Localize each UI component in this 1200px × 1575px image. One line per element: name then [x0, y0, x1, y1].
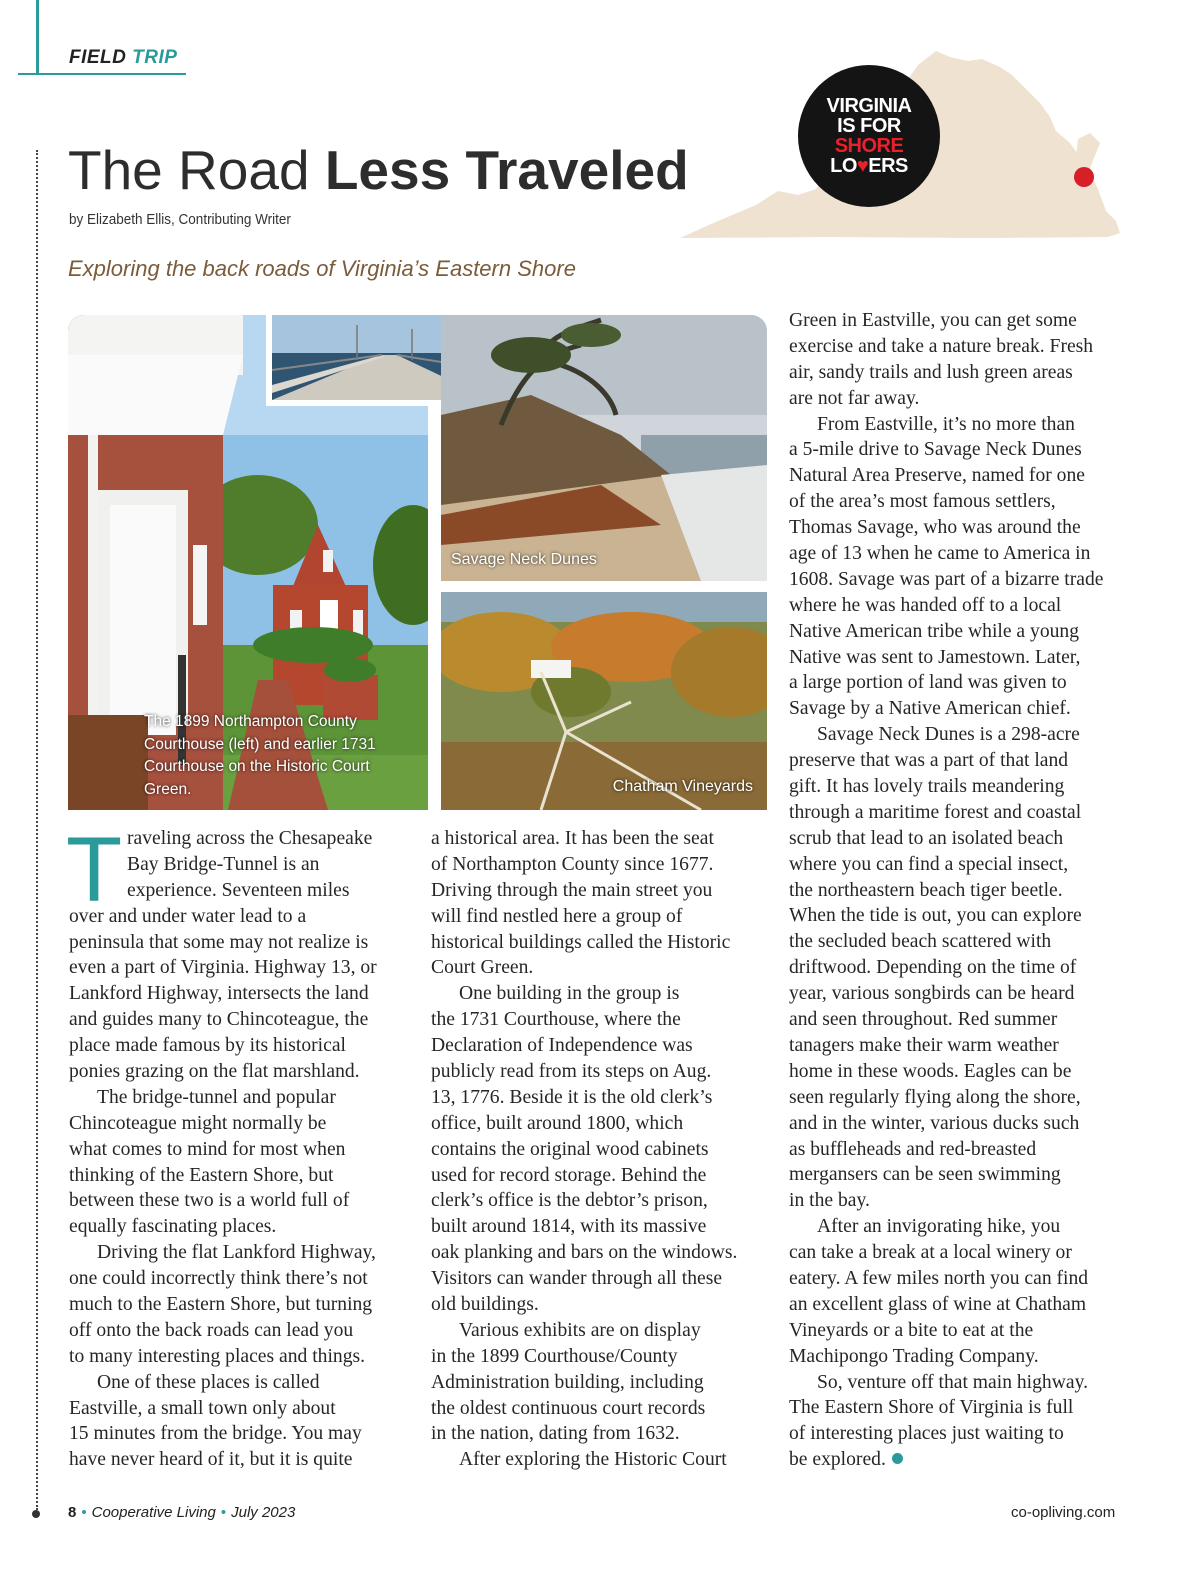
body-line: mergansers can be seen swimming: [789, 1164, 1061, 1186]
body-line: and seen throughout. Red summer: [789, 1009, 1058, 1031]
body-line: age of 13 when he came to America in: [789, 543, 1091, 565]
body-line: Driving through the main street you: [431, 879, 713, 901]
section-tab-underline: [18, 73, 186, 75]
logo-line-4: [798, 156, 940, 176]
virginia-is-for-shore-lovers-logo: [798, 65, 940, 207]
body-line: Visitors can wander through all these: [431, 1268, 723, 1290]
section-tab-word-1: FIELD: [69, 47, 127, 68]
body-line: an excellent glass of wine at Chatham: [789, 1293, 1087, 1315]
body-line: of interesting places just waiting to: [789, 1423, 1064, 1445]
body-line: Court Green.: [431, 957, 534, 979]
body-line: Vineyards or a bite to eat at the: [789, 1319, 1034, 1341]
body-line: office, built around 1800, which: [431, 1112, 684, 1134]
body-line: off onto the back roads can lead you: [69, 1319, 354, 1341]
body-line: Native American tribe while a young: [789, 620, 1080, 642]
body-line: the secluded beach scattered with: [789, 931, 1052, 953]
footer-separator: •: [81, 1504, 87, 1521]
body-line: Various exhibits are on display: [459, 1319, 701, 1341]
body-line: equally fascinating places.: [69, 1216, 277, 1238]
body-line-last: [789, 1447, 1103, 1473]
body-line: Eastville, a small town only about: [69, 1397, 336, 1419]
body-line: in the bay.: [789, 1190, 870, 1212]
title-bold: Less Traveled: [324, 139, 689, 201]
chatham-vineyards-photo: [441, 592, 767, 810]
courthouse-caption: The 1899 Northampton County Courthouse (left) and earlier 1731 Courthouse on the Historic Court Green.: [144, 713, 376, 798]
body-line: gift. It has lovely trails meandering: [789, 776, 1065, 798]
body-line: driftwood. Depending on the time of: [789, 957, 1077, 979]
body-line: 13, 1776. Beside it is the old clerk’s: [431, 1086, 713, 1108]
body-line: 1608. Savage was part of a bizarre trade: [789, 568, 1104, 590]
body-line: raveling across the Chesapeake: [127, 828, 373, 849]
section-tab-bar: [36, 0, 39, 75]
body-line: The Eastern Shore of Virginia is full: [789, 1397, 1074, 1419]
body-line: a 5-mile drive to Savage Neck Dunes: [789, 439, 1082, 461]
body-line: to many interesting places and things.: [69, 1345, 366, 1367]
body-line: Savage by a Native American chief.: [789, 698, 1071, 720]
body-line: home in these woods. Eagles can be: [789, 1060, 1072, 1082]
body-line: One of these places is called: [97, 1371, 320, 1393]
body-line: what comes to mind for most when: [69, 1138, 346, 1160]
body-line: Savage Neck Dunes is a 298-acre: [817, 724, 1080, 746]
body-line: where you can find a special insect,: [789, 853, 1069, 875]
body-line: even a part of Virginia. Highway 13, or: [69, 957, 377, 979]
body-line: much to the Eastern Shore, but turning: [69, 1294, 373, 1316]
body-line: preserve that was a part of that land: [789, 750, 1069, 772]
body-line: in the nation, dating from 1632.: [431, 1423, 680, 1445]
body-line: peninsula that some may not realize is: [69, 931, 369, 953]
article-subtitle: Exploring the back roads of Virginia’s Eastern Shore: [68, 256, 576, 281]
body-line: Lankford Highway, intersects the land: [69, 983, 369, 1005]
body-line: From Eastville, it’s no more than: [817, 413, 1075, 435]
body-line: of Northampton County since 1677.: [431, 853, 714, 875]
margin-rule-dot: [32, 1510, 40, 1518]
footer-folio: [68, 1504, 295, 1521]
article-title: [68, 138, 689, 202]
logo-line-3: SHORE: [834, 135, 904, 157]
heart-icon: ♥: [856, 155, 869, 177]
body-line: eatery. A few miles north you can find: [789, 1267, 1089, 1289]
byline: by Elizabeth Ellis, Contributing Writer: [69, 211, 291, 228]
body-line: The bridge-tunnel and popular: [97, 1086, 336, 1108]
vineyards-caption: Chatham Vineyards: [612, 778, 753, 795]
body-line: one could incorrectly think there’s not: [69, 1268, 368, 1290]
body-line: old buildings.: [431, 1294, 539, 1316]
body-line: clerk’s office is the debtor’s prison,: [431, 1190, 708, 1212]
dunes-caption: Savage Neck Dunes: [451, 551, 597, 568]
body-line: thinking of the Eastern Shore, but: [69, 1164, 334, 1186]
body-line: Declaration of Independence was: [431, 1035, 693, 1057]
footer-website: co-opliving.com: [1011, 1504, 1116, 1521]
body-line: exercise and take a nature break. Fresh: [789, 335, 1094, 357]
body-line-last-text: be explored.: [789, 1449, 886, 1471]
savage-neck-dunes-photo: [441, 315, 767, 581]
body-line: Natural Area Preserve, named for one: [789, 465, 1085, 487]
section-tab-word-2: TRIP: [132, 47, 178, 68]
body-line: historical buildings called the Historic: [431, 931, 731, 953]
end-mark-icon: [892, 1453, 903, 1464]
body-line: the oldest continuous court records: [431, 1397, 706, 1419]
body-line: are not far away.: [789, 387, 920, 409]
body-line: air, sandy trails and lush green areas: [789, 361, 1073, 383]
body-line: After exploring the Historic Court: [459, 1449, 727, 1471]
body-column-2: [431, 826, 737, 1473]
body-line: will find nestled here a group of: [431, 905, 683, 927]
body-line: and guides many to Chincoteague, the: [69, 1009, 369, 1031]
body-line: in the 1899 Courthouse/County: [431, 1345, 678, 1367]
body-line: 15 minutes from the bridge. You may: [69, 1423, 362, 1445]
body-line: seen regularly flying along the shore,: [789, 1086, 1081, 1108]
page-number: 8: [68, 1504, 77, 1521]
body-line: Chincoteague might normally be: [69, 1112, 327, 1134]
body-line: through a maritime forest and coastal: [789, 801, 1082, 823]
map-location-pin: [1074, 167, 1094, 187]
body-line: Native was sent to Jamestown. Later,: [789, 646, 1081, 668]
body-line: used for record storage. Behind the: [431, 1164, 707, 1186]
body-line: Driving the flat Lankford Highway,: [97, 1242, 376, 1264]
logo-line-2: IS FOR: [837, 115, 901, 137]
drop-cap: T: [66, 819, 123, 921]
dotted-margin-rule: [36, 150, 38, 1510]
body-line: can take a break at a local winery or: [789, 1242, 1072, 1264]
body-line: Green in Eastville, you can get some: [789, 310, 1077, 331]
section-tab: [69, 47, 177, 69]
body-line: One building in the group is: [459, 983, 680, 1005]
logo-line-1: VIRGINIA: [826, 95, 912, 117]
body-line: a large portion of land was given to: [789, 672, 1067, 694]
body-line: built around 1814, with its massive: [431, 1216, 707, 1238]
footer-separator: •: [220, 1504, 227, 1521]
body-line: the northeastern beach tiger beetle.: [789, 879, 1063, 901]
body-column-1: [66, 819, 377, 1473]
body-line: have never heard of it, but it is quite: [69, 1449, 353, 1471]
body-line: experience. Seventeen miles: [127, 879, 350, 901]
body-line: publicly read from its steps on Aug.: [431, 1061, 712, 1083]
logo-lo: LO: [830, 155, 857, 177]
body-line: So, venture off that main highway.: [817, 1371, 1088, 1393]
body-line: of the area’s most famous settlers,: [789, 491, 1056, 513]
body-line: oak planking and bars on the windows.: [431, 1242, 738, 1264]
body-line: ponies grazing on the flat marshland.: [69, 1061, 360, 1083]
issue-date: July 2023: [231, 1504, 296, 1521]
body-line: After an invigorating hike, you: [817, 1216, 1061, 1238]
body-line: Administration building, including: [431, 1371, 704, 1393]
body-line: between these two is a world full of: [69, 1190, 350, 1212]
body-line: Bay Bridge-Tunnel is an: [127, 853, 320, 875]
publication-name: Cooperative Living: [91, 1504, 216, 1521]
body-line: the 1731 Courthouse, where the: [431, 1009, 681, 1031]
body-column-3: [789, 308, 1103, 1473]
body-line: Thomas Savage, who was around the: [789, 517, 1081, 539]
body-line: and in the winter, various ducks such: [789, 1112, 1080, 1134]
logo-ers: ERS: [868, 155, 908, 177]
body-line: Machipongo Trading Company.: [789, 1345, 1039, 1367]
body-line: place made famous by its historical: [69, 1035, 346, 1057]
body-line: When the tide is out, you can explore: [789, 905, 1082, 927]
body-line: where he was handed off to a local: [789, 594, 1062, 616]
body-line: over and under water lead to a: [69, 905, 307, 927]
body-line: a historical area. It has been the seat: [431, 828, 714, 849]
body-line: year, various songbirds can be heard: [789, 983, 1075, 1005]
body-line: scrub that lead to an isolated beach: [789, 827, 1064, 849]
body-line: tanagers make their warm weather: [789, 1034, 1059, 1056]
body-line: contains the original wood cabinets: [431, 1138, 709, 1160]
title-regular: The Road: [68, 139, 325, 201]
body-line: as buffleheads and red-breasted: [789, 1138, 1037, 1160]
